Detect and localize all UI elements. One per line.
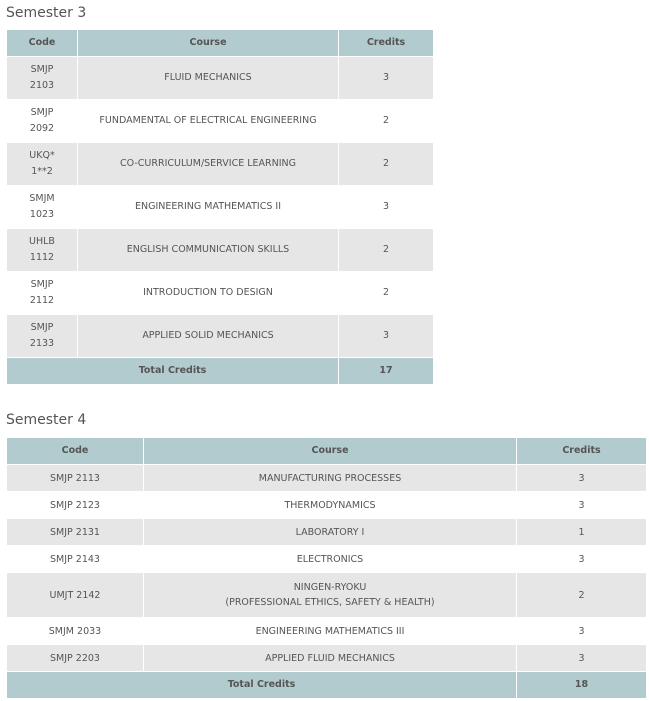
course-code-part: 1**2 <box>31 166 53 177</box>
course-name: ENGLISH COMMUNICATION SKILLS <box>78 229 339 272</box>
course-code: SMJP 2113 <box>7 465 144 492</box>
semester-3-title: Semester 3 <box>6 5 87 21</box>
course-code <box>7 186 78 229</box>
table-row <box>7 546 647 573</box>
course-code: SMJM 2033 <box>7 618 144 645</box>
course-name: FUNDAMENTAL OF ELECTRICAL ENGINEERING <box>78 100 339 143</box>
table-row <box>7 465 647 492</box>
course-name: MANUFACTURING PROCESSES <box>144 465 517 492</box>
course-name: THERMODYNAMICS <box>144 492 517 519</box>
course-code <box>7 100 78 143</box>
table-header-row <box>7 438 647 465</box>
total-credits-label: Total Credits <box>7 358 339 385</box>
course-code-part: SMJP <box>30 279 54 290</box>
course-code <box>7 272 78 315</box>
course-credits: 2 <box>339 143 434 186</box>
table-row <box>7 100 434 143</box>
course-header: Course <box>78 30 339 57</box>
table-row <box>7 492 647 519</box>
course-code: UMJT 2142 <box>7 573 144 618</box>
total-credits-value: 18 <box>517 672 647 699</box>
course-code-part: SMJM <box>29 193 55 204</box>
course-name: ENGINEERING MATHEMATICS II <box>78 186 339 229</box>
course-code-part: SMJP <box>30 64 54 75</box>
course-credits: 2 <box>339 100 434 143</box>
table-row <box>7 186 434 229</box>
course-credits: 3 <box>517 465 647 492</box>
table-row <box>7 229 434 272</box>
course-code-part: SMJP <box>30 107 54 118</box>
credits-header: Credits <box>517 438 647 465</box>
course-code-part: SMJP <box>30 322 54 333</box>
course-name: ELECTRONICS <box>144 546 517 573</box>
course-credits: 3 <box>517 618 647 645</box>
course-code <box>7 229 78 272</box>
course-credits: 3 <box>339 315 434 358</box>
course-code <box>7 143 78 186</box>
course-code <box>7 57 78 100</box>
course-name: CO-CURRICULUM/SERVICE LEARNING <box>78 143 339 186</box>
course-name: INTRODUCTION TO DESIGN <box>78 272 339 315</box>
course-code <box>7 315 78 358</box>
table-row <box>7 272 434 315</box>
table-row <box>7 315 434 358</box>
table-row <box>7 57 434 100</box>
semester-3-table <box>6 29 434 385</box>
total-row <box>7 358 434 385</box>
course-code-part: UKQ* <box>29 150 55 161</box>
total-credits-value: 17 <box>339 358 434 385</box>
course-code-part: 2112 <box>29 295 55 306</box>
total-row <box>7 672 647 699</box>
course-name-part: NINGEN-RYOKU <box>293 582 367 593</box>
code-header: Code <box>7 438 144 465</box>
course-code-part: 1112 <box>29 252 55 263</box>
course-code-part: UHLB <box>29 236 55 247</box>
course-credits: 3 <box>517 546 647 573</box>
course-name: FLUID MECHANICS <box>78 57 339 100</box>
course-name <box>144 573 517 618</box>
course-code: SMJP 2123 <box>7 492 144 519</box>
table-row <box>7 645 647 672</box>
table-row <box>7 143 434 186</box>
course-code: SMJP 2131 <box>7 519 144 546</box>
course-credits: 2 <box>517 573 647 618</box>
course-code: SMJP 2203 <box>7 645 144 672</box>
course-name: APPLIED FLUID MECHANICS <box>144 645 517 672</box>
course-credits: 2 <box>339 272 434 315</box>
course-code: SMJP 2143 <box>7 546 144 573</box>
course-code-part: 2103 <box>29 80 55 91</box>
credits-header: Credits <box>339 30 434 57</box>
course-credits: 1 <box>517 519 647 546</box>
course-credits: 3 <box>517 492 647 519</box>
course-name: ENGINEERING MATHEMATICS III <box>144 618 517 645</box>
table-row <box>7 573 647 618</box>
course-code-part: 2133 <box>29 338 55 349</box>
course-credits: 3 <box>517 645 647 672</box>
course-code-part: 2092 <box>29 123 55 134</box>
course-name-part: (PROFESSIONAL ETHICS, SAFETY & HEALTH) <box>225 597 435 608</box>
course-header: Course <box>144 438 517 465</box>
course-credits: 3 <box>339 186 434 229</box>
semester-4-table <box>6 437 647 699</box>
course-credits: 3 <box>339 57 434 100</box>
table-row <box>7 519 647 546</box>
table-header-row <box>7 30 434 57</box>
course-name: LABORATORY I <box>144 519 517 546</box>
semester-4-title: Semester 4 <box>6 412 87 428</box>
course-credits: 2 <box>339 229 434 272</box>
table-row <box>7 618 647 645</box>
course-name: APPLIED SOLID MECHANICS <box>78 315 339 358</box>
course-code-part: 1023 <box>29 209 55 220</box>
total-credits-label: Total Credits <box>7 672 517 699</box>
code-header: Code <box>7 30 78 57</box>
